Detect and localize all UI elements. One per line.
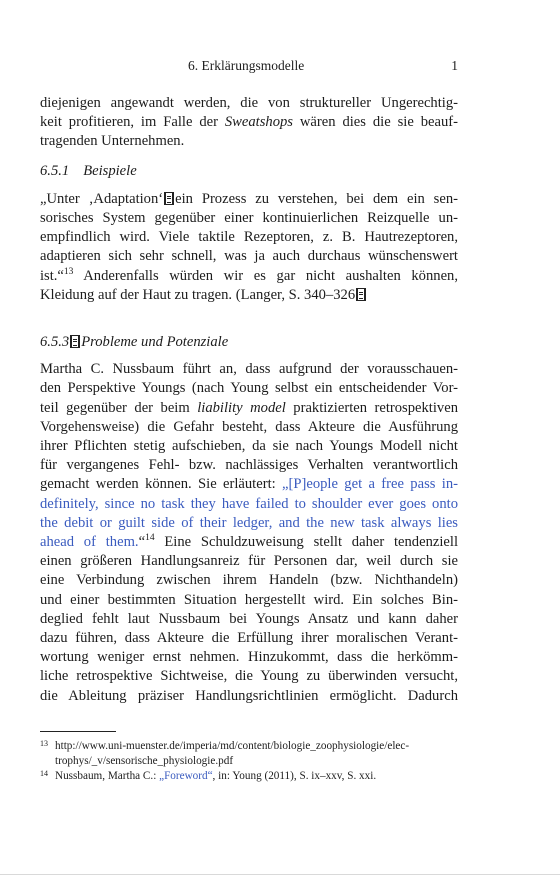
emphasis: liability model xyxy=(197,399,286,416)
text-line: einen größeren Handlungsanreiz für Personen dar, weil durch sie xyxy=(40,553,458,570)
emphasis: Sweatshops xyxy=(224,114,293,131)
text-line: keit profitieren, im Falle der Sweatshops wären dies die sie beauf- xyxy=(40,114,458,131)
text-line: empfindlich wird. Viele taktile Rezeptoren, z. B. Hautrezeptoren, xyxy=(40,229,458,246)
text-line: Kleidung auf der Haut zu tragen. (Langer, S. 340–326 xyxy=(40,286,458,305)
header-title: 6. Erklärungsmodelle xyxy=(188,58,305,73)
text-line: liche retrospektive Sichtweise, die Young zu überwinden versucht, xyxy=(40,668,458,685)
text-line: ist.“$^{13}$ Anderenfalls würden wir es gar nicht aushalten können, xyxy=(40,266,458,284)
main-paragraph xyxy=(40,360,458,706)
foreword-link[interactable]: „Foreword“ xyxy=(159,770,213,782)
text-line: diejenigen angewandt werden, die von struktureller Ungerechtig- xyxy=(40,95,458,111)
text-line: „Unter ‚Adaptation‘ ein Prozess zu verstehen, bei dem ein sen- xyxy=(40,190,458,207)
text-line: Martha C. Nussbaum führt an, dass aufgrund der vorausschauen- xyxy=(40,361,458,378)
footnote-divider xyxy=(40,731,116,732)
footnotes xyxy=(40,739,460,784)
text-line: tragenden Unternehmen. xyxy=(40,133,185,150)
note-icon[interactable] xyxy=(70,335,80,348)
text-line: teil gegenüber der beim liability model praktizierten retrospektiven xyxy=(40,399,458,416)
footnote-text: Nussbaum, Martha C.: xyxy=(55,770,160,782)
intro-paragraph xyxy=(40,94,458,152)
footnote-number: 13 xyxy=(40,739,48,748)
text-line: die Ableitung präziser Handlungsrichtlinien ermöglicht. Dadurch xyxy=(40,687,458,704)
text-line: eine Verbindung zwischen ihrem Handeln (bzw. Nichthandeln) xyxy=(40,572,458,589)
body-text xyxy=(40,94,458,706)
footnote-number: 14 xyxy=(40,769,48,778)
section-heading-653: 6.5.3 Probleme und Potenziale xyxy=(40,334,229,351)
text-line: wortung weniger ernst nehmen. Hinzukommt, dass die herkömm- xyxy=(40,649,458,666)
quote-link[interactable]: definitely, since no task they have failed to shoulder ever goes onto xyxy=(40,495,458,512)
text-line: ihrer Pflichten stetig aufschieben, da sie nach Youngs Modell nicht xyxy=(40,438,458,455)
footnote-13 xyxy=(40,739,460,769)
text-line: für vergangenes Fehl- bzw. nachlässiges Verhalten verantwortlich xyxy=(40,457,458,474)
text-line: ahead of them.“$^{14}$ Eine Schuldzuweisung stellt daher tendenziell xyxy=(40,533,459,551)
quote-link[interactable]: the debit or guilt side of their ledger, and the new task always lies xyxy=(40,514,458,531)
text-line: den Perspektive Youngs (nach Young selbst ein entscheidender Vor- xyxy=(40,380,458,397)
text-line: dazu führen, dass Akteure die Erfüllung ihrer moralischen Verant- xyxy=(40,630,458,647)
quote-link[interactable]: „[P]eople get a free pass in- xyxy=(282,476,458,493)
page-number: 1 xyxy=(451,58,458,73)
footnote-ref-14[interactable]: 14 xyxy=(145,533,155,544)
footnote-text: , in: Young (2011), S. ix–xxv, S. xxi. xyxy=(212,770,377,782)
footnote-url[interactable]: http://www.uni-muenster.de/imperia/md/content/biologie_zoophysiologie/elec- xyxy=(55,740,410,752)
text-line: und einer bestimmten Situation hergestellt wird. Ein solches Bin- xyxy=(40,591,458,608)
footnote-14 xyxy=(40,769,460,784)
note-icon[interactable] xyxy=(164,192,174,205)
text-line: gemacht werden können. Sie erläutert: „[P]eople get a free pass in- xyxy=(40,476,458,493)
footnote-ref-13[interactable]: 13 xyxy=(63,266,74,277)
text-line: sorisches System gegenüber einer kontinuierlichen Reizquelle un- xyxy=(40,210,458,227)
text-line: deglied fehlt laut Nussbaum bei Youngs Ansatz und kann daher xyxy=(40,610,458,627)
example-paragraph xyxy=(40,190,458,305)
quote-link[interactable]: ahead of them. xyxy=(40,534,139,551)
text-line: adaptieren sich sehr schnell, was ja auch durchaus wünschenswert xyxy=(40,248,458,265)
text-line: Vorgehensweise) die Gefahr besteht, dass Akteure die Ausführung xyxy=(40,418,458,435)
footnote-url[interactable]: trophys/_v/sensorische_physiologie.pdf xyxy=(55,755,234,767)
note-icon[interactable] xyxy=(356,288,366,301)
section-heading-651: 6.5.1 Beispiele xyxy=(40,162,137,179)
